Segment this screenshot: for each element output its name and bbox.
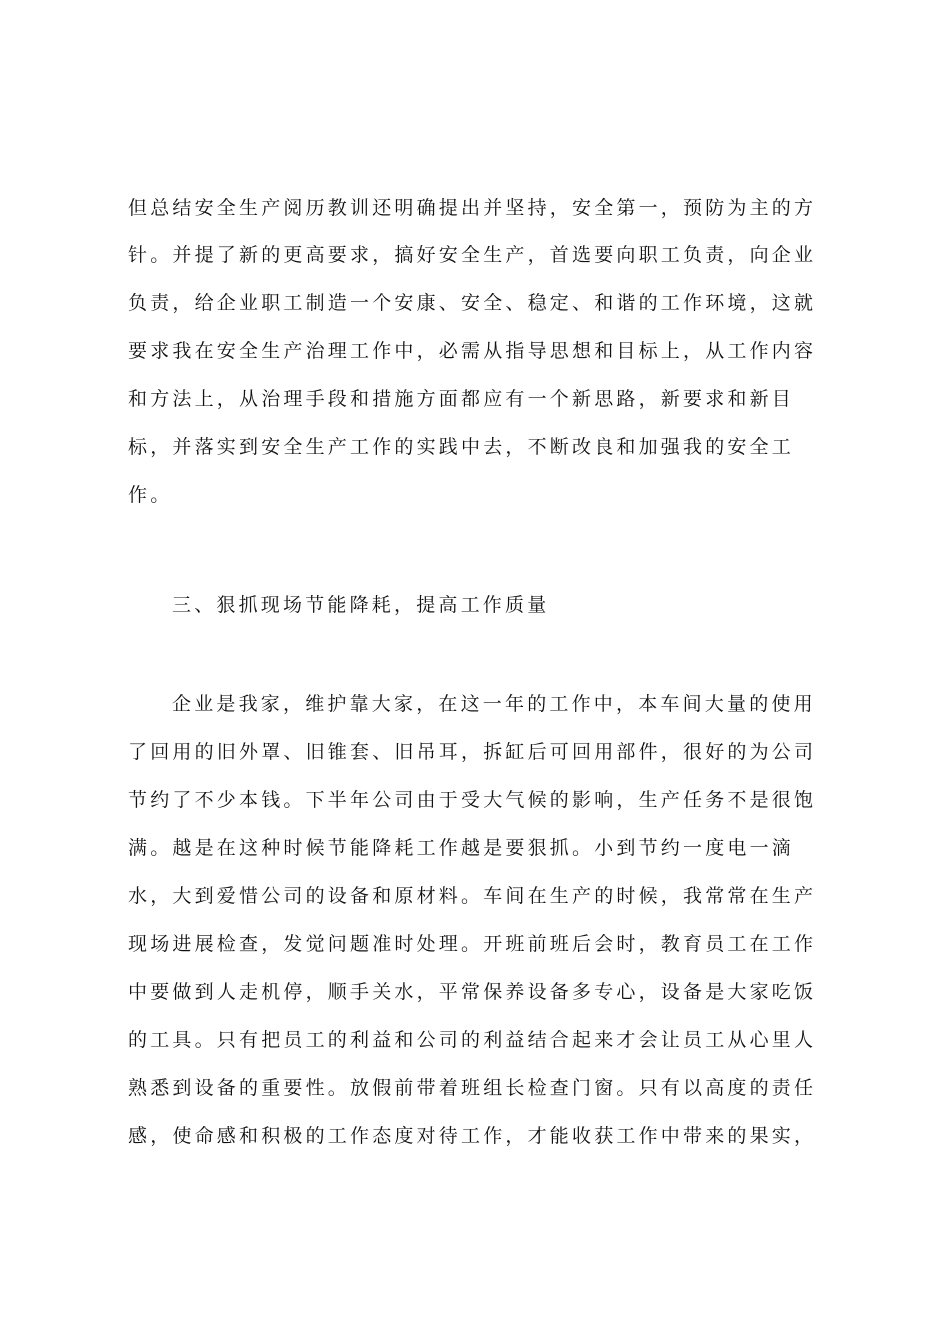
paragraph-line: 但总结安全生产阅历教训还明确提出并坚持，安全第一，预防为主的方	[128, 197, 817, 219]
paragraph-line: 中要做到人走机停，顺手关水，平常保养设备多专心，设备是大家吃饭	[128, 981, 817, 1003]
paragraph-line: 的工具。只有把员工的利益和公司的利益结合起来才会让员工从心里人	[128, 1029, 817, 1051]
paragraph-line: 节约了不少本钱。下半年公司由于受大气候的影响，生产任务不是很饱	[128, 789, 817, 811]
paragraph-line: 针。并提了新的更高要求，搞好安全生产，首选要向职工负责，向企业	[128, 244, 817, 266]
paragraph-line: 熟悉到设备的重要性。放假前带着班组长检查门窗。只有以高度的责任	[128, 1077, 817, 1099]
paragraph-line: 感，使命感和积极的工作态度对待工作，才能收获工作中带来的果实，	[128, 1125, 817, 1147]
paragraph-line: 满。越是在这种时候节能降耗工作越是要狠抓。小到节约一度电一滴	[128, 837, 795, 859]
paragraph-line: 和方法上，从治理手段和措施方面都应有一个新思路，新要求和新目	[128, 388, 795, 410]
paragraph-line: 现场进展检查，发觉问题准时处理。开班前班后会时，教育员工在工作	[128, 933, 817, 955]
section-heading: 三、狠抓现场节能降耗，提高工作质量	[172, 594, 550, 616]
paragraph-line: 水，大到爱惜公司的设备和原材料。车间在生产的时候，我常常在生产	[128, 885, 817, 907]
paragraph-line: 作。	[128, 484, 173, 506]
paragraph-line: 标，并落实到安全生产工作的实践中去，不断改良和加强我的安全工	[128, 436, 795, 458]
paragraph-line: 了回用的旧外罩、旧锥套、旧吊耳，拆缸后可回用部件，很好的为公司	[128, 741, 817, 763]
paragraph-line: 负责，给企业职工制造一个安康、安全、稳定、和谐的工作环境，这就	[128, 292, 817, 314]
paragraph-line: 要求我在安全生产治理工作中，必需从指导思想和目标上，从工作内容	[128, 340, 817, 362]
paragraph-line: 企业是我家，维护靠大家，在这一年的工作中，本车间大量的使用	[172, 693, 816, 715]
